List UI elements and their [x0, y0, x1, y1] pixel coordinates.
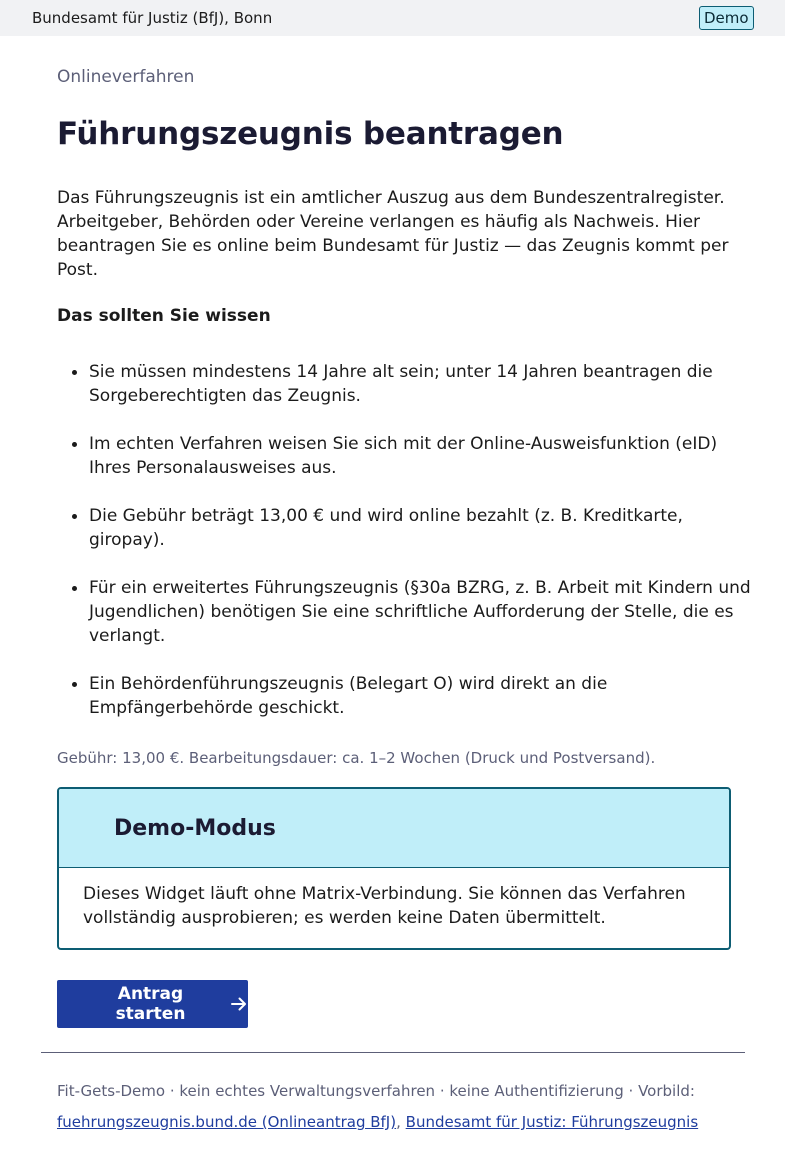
list-item-text: Sie müssen mindestens 14 Jahre alt sein; unter 14 Jahren beantragen die Sorgeberechtigten das Zeugnis. — [89, 362, 713, 406]
bullet-icon — [72, 682, 77, 687]
footer-link-fuehrungszeugnis[interactable]: fuehrungszeugnis.bund.de (Onlineantrag BfJ) — [57, 1113, 397, 1131]
bullet-icon — [72, 586, 77, 591]
list-item-text: Im echten Verfahren weisen Sie sich mit der Online-Ausweisfunktion (eID) Ihres Personalausweises aus. — [89, 434, 718, 478]
footer-text: Fit-Gets-Demo · kein echtes Verwaltungsverfahren · keine Authentifizierung · Vorbild: — [57, 1082, 695, 1100]
arrow-right-icon — [230, 995, 248, 1013]
section-heading: Das sollten Sie wissen — [57, 306, 271, 326]
bullet-icon — [72, 370, 77, 375]
notice-text: Dieses Widget läuft ohne Matrix-Verbindung. Sie können das Verfahren vollständig ausprobieren; es werden keine Daten übermittelt. — [83, 884, 686, 928]
footer-link-bfj[interactable]: Bundesamt für Justiz: Führungszeugnis — [405, 1113, 699, 1131]
start-application-button[interactable] — [57, 980, 248, 1028]
footer-divider — [41, 1052, 745, 1053]
top-bar — [0, 0, 785, 36]
bullet-icon — [72, 514, 77, 519]
list-item — [89, 504, 761, 552]
footer-separator: , — [396, 1113, 401, 1131]
list-item — [89, 576, 761, 648]
demo-mode-notice — [57, 787, 731, 950]
list-item — [89, 432, 761, 480]
start-button-label: Antrag starten — [115, 984, 186, 1024]
list-item-text: Ein Behördenführungszeugnis (Belegart O) wird direkt an die Empfängerbehörde geschickt. — [89, 674, 608, 718]
notice-header — [59, 789, 729, 868]
fee-note: Gebühr: 13,00 €. Bearbeitungsdauer: ca. 1–2 Wochen (Druck und Postversand). — [57, 749, 656, 767]
demo-badge: Demo — [699, 6, 754, 30]
page-title: Führungszeugnis beantragen — [57, 116, 564, 152]
list-item-text: Die Gebühr beträgt 13,00 € und wird online bezahlt (z. B. Kreditkarte, giropay). — [89, 506, 683, 550]
notice-title: Demo-Modus — [114, 816, 276, 841]
eyebrow-label: Onlineverfahren — [57, 67, 195, 87]
list-item — [89, 672, 761, 720]
bullet-icon — [72, 442, 77, 447]
facts-list — [57, 360, 761, 744]
agency-name: Bundesamt für Justiz (BfJ), Bonn — [32, 9, 273, 27]
intro-paragraph: Das Führungszeugnis ist ein amtlicher Auszug aus dem Bundeszentralregister. Arbeitgeber, Behörden oder Vereine verlangen es häufig als Nachweis. Hier beantragen Sie es online beim Bundesamt für Justiz — das Zeugnis kommt per Post. — [57, 188, 729, 280]
list-item — [89, 360, 761, 408]
footer — [57, 1076, 747, 1138]
list-item-text: Für ein erweitertes Führungszeugnis (§30a BZRG, z. B. Arbeit mit Kindern und Jugendlichen) benötigen Sie eine schriftliche Aufforderung der Stelle, die es verlangt. — [89, 578, 751, 646]
